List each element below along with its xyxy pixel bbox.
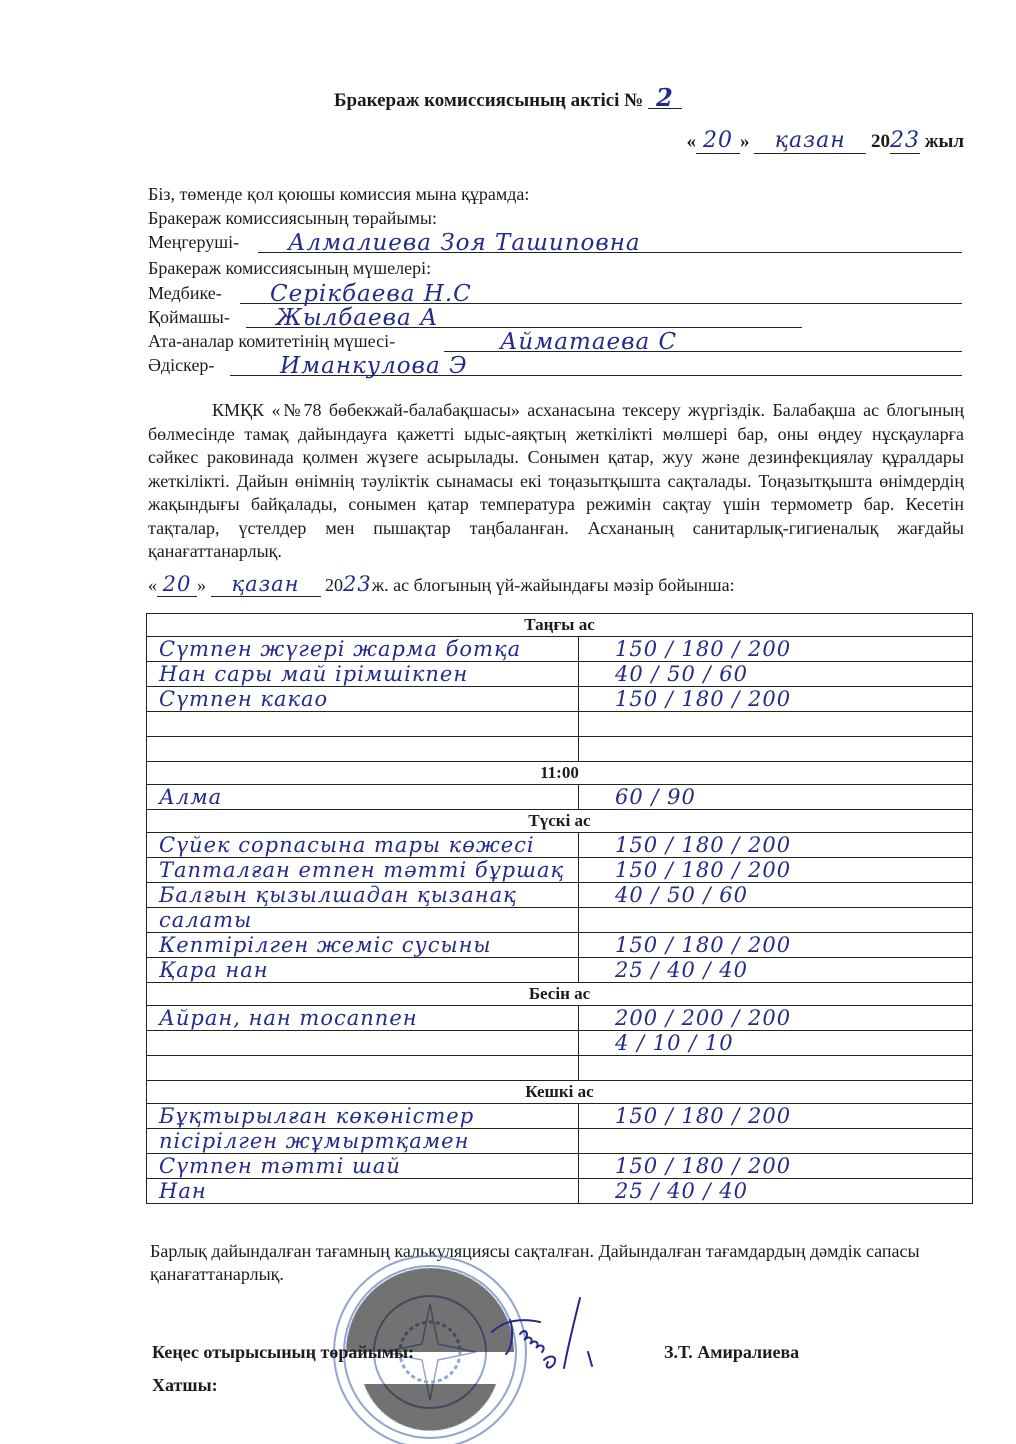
menu-portion: 60 / 90 — [615, 785, 696, 809]
menu-dish: Бұқтырылған көкөністер — [159, 1104, 475, 1128]
menu-table-body — [147, 614, 973, 1204]
menu-row — [147, 1179, 973, 1204]
menu-portion-cell — [579, 785, 973, 810]
menu-row — [147, 958, 973, 983]
menu-portion: 25 / 40 / 40 — [615, 958, 749, 982]
menu-portion-cell — [579, 908, 973, 933]
menu-dish-cell — [147, 1104, 579, 1129]
menu-portion-cell — [579, 1129, 973, 1154]
head-name: Алмалиева Зоя Ташиповна — [288, 230, 641, 256]
menu-portion-cell — [579, 958, 973, 983]
menu-section-row — [147, 614, 973, 637]
menu-date-line — [148, 572, 735, 597]
menu-portion — [579, 737, 615, 761]
menu-row — [147, 883, 973, 908]
menu-portion-cell — [579, 1006, 973, 1031]
parent-name: Айматаева С — [500, 329, 678, 355]
menu-month: қазан — [211, 572, 321, 597]
menu-portion: 150 / 180 / 200 — [615, 833, 792, 857]
menu-section-title: Таңғы ас — [147, 614, 973, 637]
nurse-label: Медбике- — [148, 283, 222, 303]
menu-portion-cell — [579, 1104, 973, 1129]
nurse-name: Серікбаева Н.С — [270, 281, 472, 307]
menu-portion-cell — [579, 662, 973, 687]
menu-section-row — [147, 983, 973, 1006]
act-title-text: Бракераж комиссиясының актісі № — [333, 90, 644, 111]
menu-dish: Нан — [159, 1179, 207, 1203]
menu-row — [147, 1056, 973, 1081]
menu-dish-cell — [147, 1031, 579, 1056]
menu-year-prefix: 20 — [325, 575, 343, 595]
menu-dish-cell — [147, 737, 579, 762]
menu-row — [147, 1129, 973, 1154]
menu-dish-cell — [147, 712, 579, 737]
menu-dish: Балғын қызылшадан қызанақ — [159, 883, 517, 907]
menu-portion-cell — [579, 1031, 973, 1056]
menu-dish-cell — [147, 637, 579, 662]
menu-close-quote: » — [197, 575, 206, 595]
members-heading: Бракераж комиссиясының мүшелері: — [148, 258, 432, 278]
menu-section-title: Кешкі ас — [147, 1081, 973, 1104]
menu-portion: 40 / 50 / 60 — [615, 662, 749, 686]
menu-portion: 150 / 180 / 200 — [615, 687, 792, 711]
act-date: « 20 » қазан 2023 жыл — [686, 128, 964, 153]
head-field — [258, 230, 962, 256]
storekeeper-label: Қоймашы- — [148, 307, 230, 327]
menu-section-title: Түскі ас — [147, 810, 973, 833]
menu-portion-cell — [579, 637, 973, 662]
menu-portion: 150 / 180 / 200 — [615, 637, 792, 661]
menu-portion-cell — [579, 737, 973, 762]
menu-dish: Сүйек сорпасына тары көжесі — [159, 833, 535, 857]
date-year-label: жыл — [924, 131, 964, 152]
methodist-label: Әдіскер- — [148, 355, 215, 375]
menu-portion: 25 / 40 / 40 — [615, 1179, 749, 1203]
menu-dish — [147, 737, 159, 761]
menu-dish-cell — [147, 858, 579, 883]
menu-day: 20 — [157, 572, 197, 597]
storekeeper-name: Жылбаева А — [276, 305, 439, 331]
menu-dish: Сүтпен жүгері жарма ботқа — [159, 637, 522, 661]
menu-portion: 150 / 180 / 200 — [615, 858, 792, 882]
act-number: 2 — [648, 88, 682, 109]
menu-table — [146, 613, 973, 1204]
menu-open-quote: « — [148, 575, 157, 595]
menu-dish-cell — [147, 933, 579, 958]
menu-portion: 150 / 180 / 200 — [615, 933, 792, 957]
menu-portion-cell — [579, 858, 973, 883]
menu-dish-cell — [147, 1056, 579, 1081]
menu-portion: 40 / 50 / 60 — [615, 883, 749, 907]
menu-dish: Алма — [159, 785, 223, 809]
menu-row — [147, 662, 973, 687]
menu-row — [147, 687, 973, 712]
menu-dish: Қара нан — [159, 958, 269, 982]
menu-dish: Нан сары май ірімшікпен — [159, 662, 469, 686]
commission-intro: Біз, төменде қол қоюшы комиссия мына құрамда: — [148, 184, 530, 204]
menu-portion: 150 / 180 / 200 — [615, 1104, 792, 1128]
date-day: 20 — [696, 128, 740, 154]
footer-text: Барлық дайындалған тағамның калькуляциясы сақталған. Дайындалған тағамдардың дәмдік сапасы қанағаттанарлық. — [150, 1241, 920, 1284]
chair-signature-name: З.Т. Амиралиева — [664, 1342, 800, 1362]
menu-portion — [579, 712, 615, 736]
menu-dish-cell — [147, 1154, 579, 1179]
menu-dish-cell — [147, 1006, 579, 1031]
menu-dish: пісірілген жұмыртқамен — [159, 1129, 470, 1153]
menu-dish: Сүтпен тәтті шай — [159, 1154, 401, 1178]
menu-portion-cell — [579, 1179, 973, 1204]
menu-row — [147, 637, 973, 662]
storekeeper-field — [246, 305, 802, 331]
menu-dish: салаты — [159, 908, 253, 932]
menu-dish: Тапталған етпен тәтті бұршақ — [159, 858, 565, 882]
menu-dish — [147, 1056, 159, 1080]
menu-row — [147, 833, 973, 858]
menu-section-title: Бесін ас — [147, 983, 973, 1006]
menu-dish: Кептірілген жеміс сусыны — [159, 933, 492, 957]
act-title — [0, 83, 1016, 112]
menu-dish-cell — [147, 662, 579, 687]
inspection-text: КМҚК «№78 бөбекжай-балабақшасы» асханасына тексеру жүргіздік. Балабақша ас блогының бөлмесінде тамақ дайындауға қажетті ыдыс-аяқтың жеткілікті мөлшері бар, оны өңдеу нұсқауларға сәйкес раковинада қолмен жүзеге асырылады. Сонымен қатар, жуу және дезинфекциялау құралдары жеткілікті. Дайын өнімнің тәуліктік сынамасы екі тоңазытқышта сақталады. Тоңазытқышта өнімдердің жақындығы байқалады, сонымен қатар температура режимін сақтау үшін термометр бар. Кесетін тақталар, үстелдер мен пышақтар таңбаланған. Асхананың санитарлық-гигиеналық жағдайы қанағаттанарлық. — [148, 400, 964, 561]
menu-portion-cell — [579, 933, 973, 958]
menu-dish-cell — [147, 1129, 579, 1154]
menu-section-row — [147, 810, 973, 833]
nurse-field — [240, 281, 962, 307]
menu-dish-cell — [147, 1179, 579, 1204]
menu-portion: 4 / 10 / 10 — [615, 1031, 734, 1055]
menu-dish-cell — [147, 908, 579, 933]
menu-dish-cell — [147, 833, 579, 858]
menu-portion — [579, 1056, 615, 1080]
menu-dish-cell — [147, 958, 579, 983]
menu-dish-cell — [147, 785, 579, 810]
menu-dish — [147, 1031, 159, 1055]
menu-section-row — [147, 762, 973, 785]
menu-portion-cell — [579, 1154, 973, 1179]
menu-line-text: ж. ас блогының үй-жайындағы мәзір бойынша: — [371, 575, 735, 595]
menu-row — [147, 858, 973, 883]
menu-portion-cell — [579, 712, 973, 737]
menu-section-row — [147, 1081, 973, 1104]
menu-portion-cell — [579, 833, 973, 858]
date-month: қазан — [754, 128, 866, 154]
methodist-field — [230, 353, 962, 379]
menu-row — [147, 785, 973, 810]
date-year-prefix: 20 — [870, 131, 890, 152]
parent-label: Ата-аналар комитетінің мүшесі- — [148, 331, 396, 351]
menu-dish: Сүтпен какао — [159, 687, 329, 711]
menu-year-suffix: 23 — [343, 572, 372, 596]
menu-row — [147, 1104, 973, 1129]
menu-portion — [579, 1129, 615, 1153]
menu-dish-cell — [147, 883, 579, 908]
menu-row — [147, 1031, 973, 1056]
menu-dish — [147, 712, 159, 736]
menu-dish-cell — [147, 687, 579, 712]
menu-portion-cell — [579, 883, 973, 908]
menu-portion-cell — [579, 1056, 973, 1081]
parent-field — [444, 329, 962, 355]
menu-row — [147, 1154, 973, 1179]
methodist-name: Иманкулова Э — [280, 353, 468, 379]
menu-portion — [579, 908, 615, 932]
menu-row — [147, 908, 973, 933]
head-label: Меңгеруші- — [148, 232, 240, 252]
secretary-label: Хатшы: — [152, 1375, 218, 1395]
menu-section-title: 11:00 — [147, 762, 973, 785]
chair-signature-label: Кеңес отырысының төрайымы: — [152, 1342, 415, 1362]
chair-heading: Бракераж комиссиясының төрайымы: — [148, 208, 437, 228]
inspection-paragraph — [148, 399, 964, 564]
date-year-suffix: 23 — [889, 128, 920, 153]
menu-portion-cell — [579, 687, 973, 712]
menu-row — [147, 1006, 973, 1031]
menu-dish: Айран, нан тосаппен — [159, 1006, 418, 1030]
menu-row — [147, 737, 973, 762]
signature — [484, 1292, 614, 1382]
menu-portion: 150 / 180 / 200 — [615, 1154, 792, 1178]
menu-portion: 200 / 200 / 200 — [615, 1006, 792, 1030]
menu-row — [147, 933, 973, 958]
menu-row — [147, 712, 973, 737]
